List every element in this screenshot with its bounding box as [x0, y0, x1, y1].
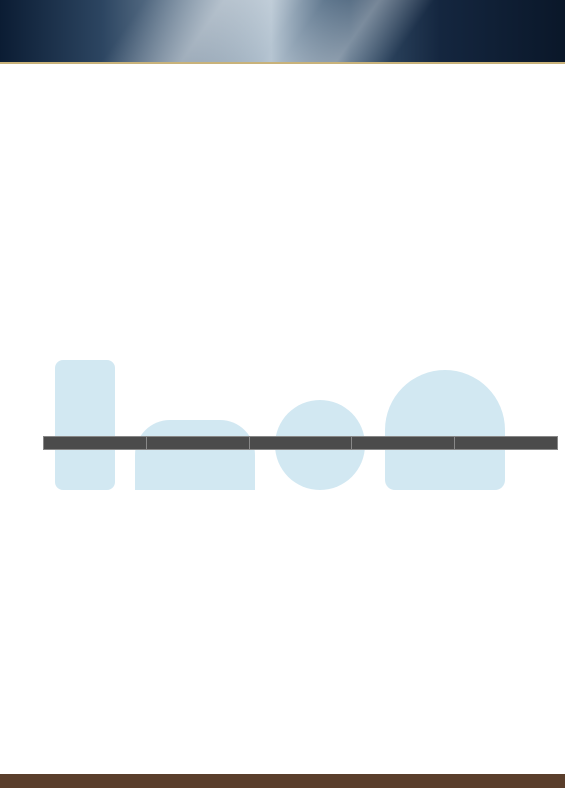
header-banner	[0, 0, 565, 62]
header-volume	[352, 437, 455, 450]
banner-light-streak	[88, 0, 311, 62]
header-divider	[0, 62, 565, 64]
header-value	[249, 437, 352, 450]
footer-bar	[0, 774, 565, 788]
header-yield	[44, 437, 147, 450]
header-pe	[146, 437, 249, 450]
almasdar-watermark	[55, 360, 525, 510]
sector-performance-chart	[150, 148, 430, 358]
header-sector	[455, 437, 558, 450]
sectors-table	[43, 436, 558, 450]
table-header-row	[44, 437, 558, 450]
